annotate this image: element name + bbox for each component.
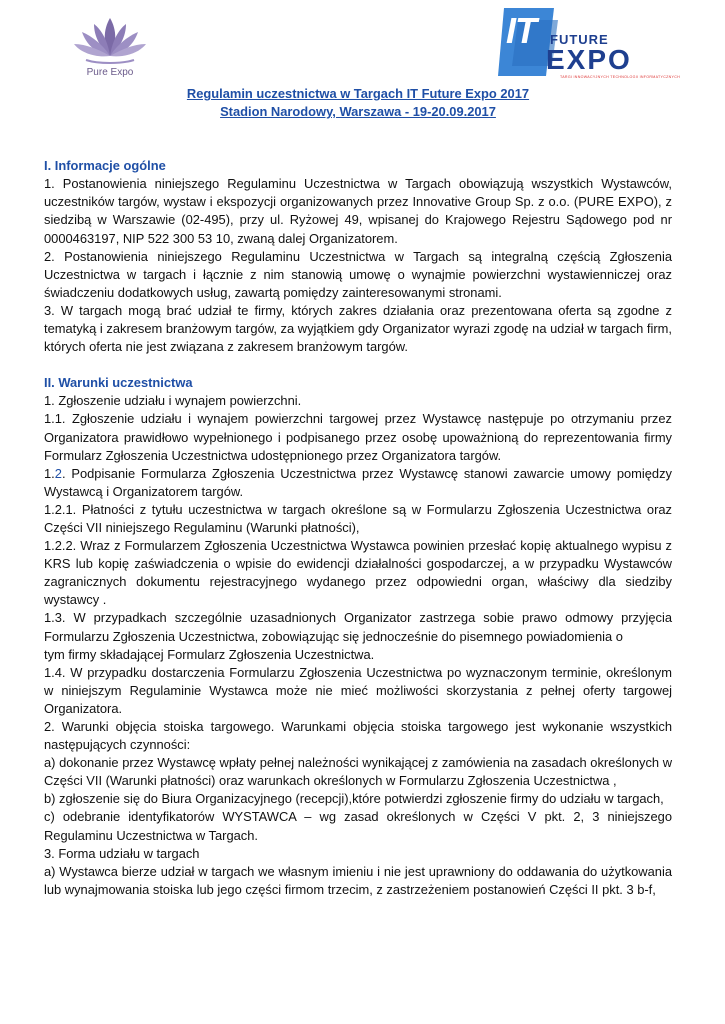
it-logo-text: IT [506, 10, 536, 51]
paragraph: 1.3. W przypadkach szczególnie uzasadnionych Organizator zastrzega sobie prawo odmowy przyjęcia Formularzu Zgłoszenia Uczestnictwa, zobowiązując się jednocześnie do pisemnego powiadomienia o [44, 610, 672, 644]
lotus-icon [72, 12, 148, 66]
paragraph: b) zgłoszenie się do Biura Organizacyjnego (recepcji),które potwierdzi zgłoszenie firmy do udziału w targach, [44, 791, 664, 807]
pure-expo-logo [60, 12, 160, 82]
paragraph: 1. Postanowienia niniejszego Regulaminu Uczestnictwa w Targach obowiązują wszystkich Wystawców, uczestników targów, wystaw i ekspozycji organizowanych przez Innovative Group Sp. z o.o. (PURE EXPO), z siedzibą w Warszawie (02-495), przy ul. Ryżowej 49, wpisanej do Krajowego Rejestru Sądowego pod nr 0000463197, NIP 522 300 53 10, zwaną dalej Organizatorem. [44, 176, 672, 246]
section-heading-conditions: II. Warunki uczestnictwa [44, 375, 193, 391]
clause-prefix: 1. [44, 465, 55, 481]
section-heading-general: I. Informacje ogólne [44, 158, 166, 174]
document-body [44, 85, 672, 899]
it-future-expo-logo [498, 6, 683, 82]
paragraph: a) Wystawca bierze udział w targach we własnym imieniu i nie jest uprawniony do oddawania do użytkowania lub wynajmowania stoiska lub jego części firmom trzecim, z zastrzeżeniem postanowień Części II pkt. 3 b-f, [44, 863, 672, 897]
paragraph: 1.2.2. Wraz z Formularzem Zgłoszenia Uczestnictwa Wystawca powinien przesłać kopię aktualnego wypisu z KRS lub kopię zaświadczenia o wpisie do ewidencji działalności gospodarczej, a w przypadku Wystawców zagranicznych dokumentu rejestracyjnego wydanego przez odpowiedni organ, właściwy dla siedziby wystawcy . [44, 538, 672, 608]
expo-logo-text: EXPO [546, 44, 632, 75]
paragraph: 1.4. W przypadku dostarczenia Formularzu Zgłoszenia Uczestnictwa po wyznaczonym terminie, określonym w niniejszym Regulaminie Wystawca może nie mieć możliwości skorzystania z pełnej oferty targowej Organizatora. [44, 664, 672, 716]
future-logo-text: FUTURE [550, 32, 609, 47]
document-title-line2: Stadion Narodowy, Warszawa - 19-20.09.2017 [220, 104, 496, 120]
clause-text: . Podpisanie Formularza Zgłoszenia Uczestnictwa przez Wystawcę stanowi zawarcie umowy pomiędzy Wystawcą i Organizatorem targów. [44, 465, 672, 499]
paragraph: 1.1. Zgłoszenie udziału i wynajem powierzchni targowej przez Wystawcę następuje po otrzymaniu przez Organizatora prawidłowo wypełnionego i podpisanego przez osobę upoważnioną do reprezentowania firmy Formularz Zgłoszenia Uczestnictwa udostępnionego przez Organizatora targów. [44, 411, 672, 463]
paragraph: 2. Postanowienia niniejszego Regulaminu Uczestnictwa w Targach są integralną częścią Zgłoszenia Uczestnictwa w targach i łącznie z nim stanowią umowę o wynajmie powierzchni wystawienniczej oraz świadczeniu dodatkowych usług, zawartą pomiędzy zainteresowanymi stronami. [44, 248, 672, 300]
paragraph: 3. Forma udziału w targach [44, 845, 200, 861]
logo-tagline: TARGI INNOWACYJNYCH TECHNOLOGII INFORMATYCZNYCH [560, 75, 680, 79]
paragraph: 1.2.1. Płatności z tytułu uczestnictwa w targach określone są w Formularzu Zgłoszenia Uczestnictwa oraz Części VII niniejszego Regulaminu (Warunki płatności), [44, 501, 672, 535]
paragraph: a) dokonanie przez Wystawcę wpłaty pełnej należności wynikającej z zamówienia na zasadach określonych w Części VII (Warunki płatności) oraz warunkach określonych w Formularzu Zgłoszenia Uczestnictwa , [44, 755, 672, 789]
paragraph [44, 465, 672, 501]
paragraph: 1. Zgłoszenie udziału i wynajem powierzchni. [44, 393, 302, 409]
paragraph: tym firmy składającej Formularz Zgłoszenia Uczestnictwa. [44, 646, 375, 662]
pure-expo-logo-text: Pure Expo [86, 67, 134, 78]
paragraph: 3. W targach mogą brać udział te firmy, których zakres działania oraz prezentowana oferta są zgodne z tematyką i zakresem branżowym targów, za wyjątkiem gdy Organizator wyrazi zgodę na udział w targach firm, których oferta nie jest związana z zakresem branżowym targów. [44, 302, 672, 355]
document-title-line1: Regulamin uczestnictwa w Targach IT Future Expo 2017 [186, 86, 530, 101]
paragraph: c) odebranie identyfikatorów WYSTAWCA – wg zasad określonych w Części V pkt. 2, 3 niniejszego Regulaminu Uczestnictwa w Targach. [44, 809, 672, 843]
clause-number: 2 [54, 465, 62, 481]
paragraph: 2. Warunki objęcia stoiska targowego. Warunkami objęcia stoiska targowego jest wykonanie wszystkich następujących czynności: [44, 719, 672, 753]
